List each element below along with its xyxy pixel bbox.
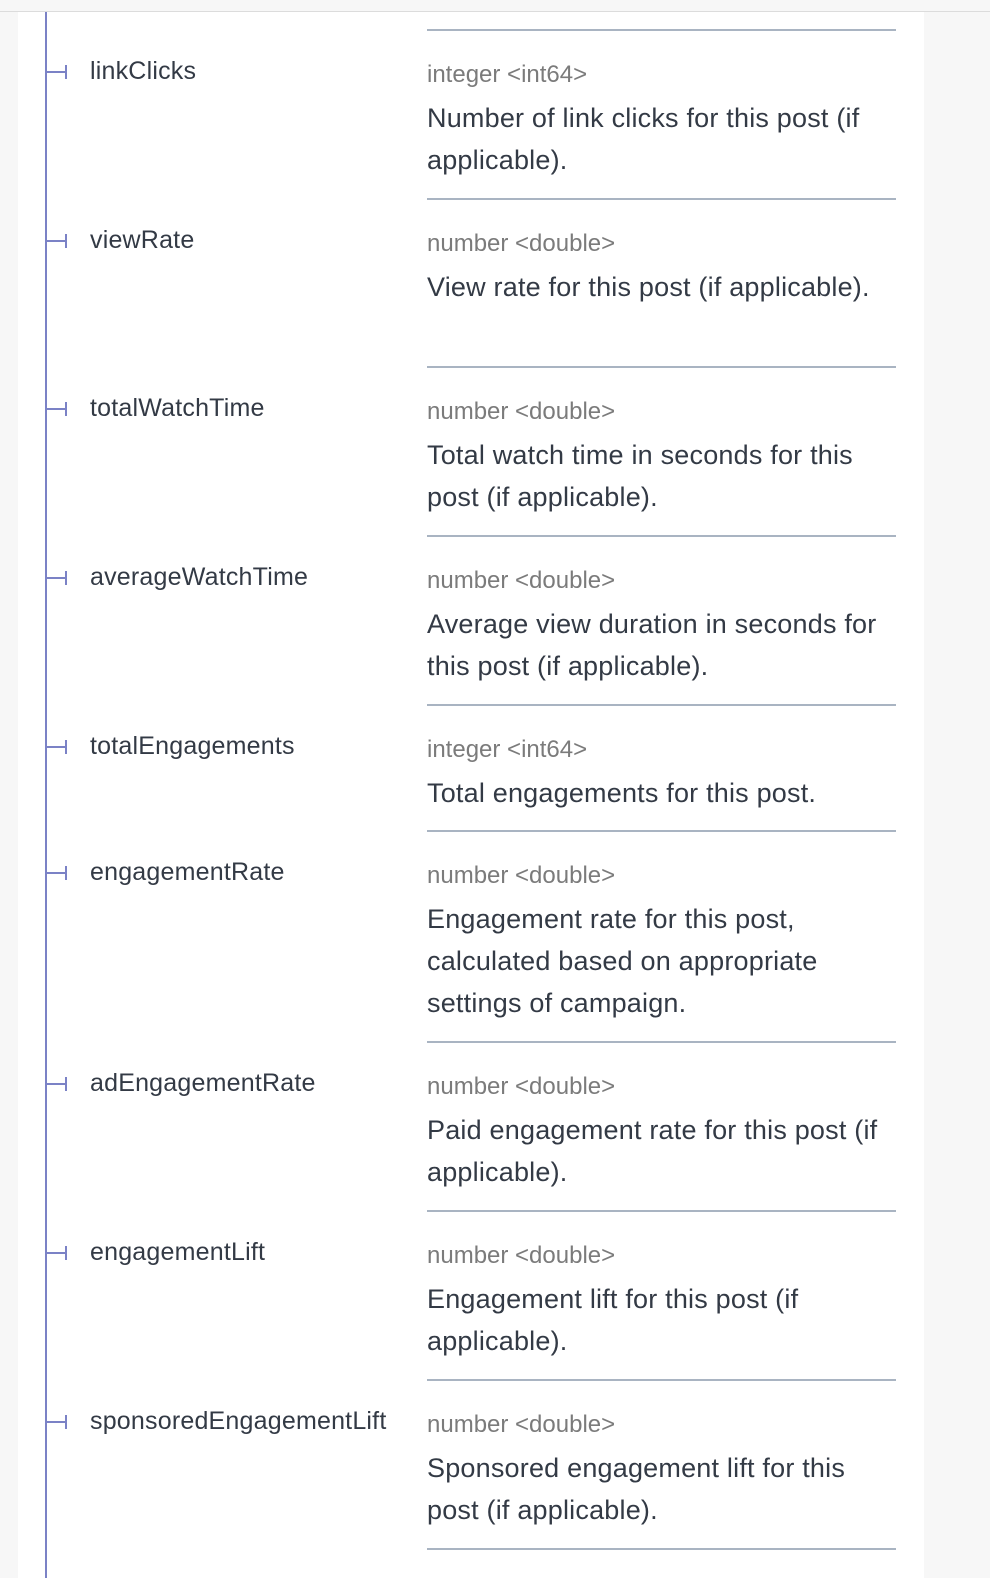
- property-name-cell: [0, 832, 427, 1041]
- property-name: viewRate: [90, 226, 195, 254]
- property-detail: [427, 31, 896, 198]
- property-detail: [427, 832, 896, 1041]
- property-row-totalEngagements: [90, 706, 896, 832]
- property-description: Paid engagement rate for this post (if applicable).: [427, 1115, 878, 1187]
- property-name: engagementLift: [90, 1238, 266, 1266]
- tree-connector-icon: [47, 577, 67, 579]
- property-row-sponsoredEngagementLift: [90, 1381, 896, 1550]
- property-name-cell: [0, 537, 427, 704]
- property-row-viewRate: [90, 200, 896, 368]
- property-name: engagementRate: [90, 858, 285, 886]
- property-name: linkClicks: [90, 57, 197, 85]
- property-type: integer <int64>: [427, 736, 588, 763]
- property-type: number <double>: [427, 567, 616, 594]
- property-name-cell: [0, 1043, 427, 1210]
- property-name-cell: [0, 31, 427, 198]
- property-name-cell: [0, 706, 427, 830]
- property-name: totalEngagements: [90, 732, 295, 760]
- property-type: integer <int64>: [427, 61, 588, 88]
- tree-connector-icon: [47, 746, 67, 748]
- tree-connector-icon: [47, 872, 67, 874]
- property-description: View rate for this post (if applicable).: [427, 272, 870, 302]
- property-type: number <double>: [427, 862, 616, 889]
- property-type: number <double>: [427, 1242, 616, 1269]
- property-detail: [427, 368, 896, 535]
- tree-connector-icon: [47, 1252, 67, 1254]
- tree-connector-icon: [47, 71, 67, 73]
- property-row-adEngagementRate: [90, 1043, 896, 1212]
- property-detail: [427, 1381, 896, 1548]
- property-detail: [427, 537, 896, 704]
- tree-connector-icon: [47, 408, 67, 410]
- property-name: totalWatchTime: [90, 394, 265, 422]
- tree-connector-icon: [47, 1421, 67, 1423]
- property-row-engagementLift: [90, 1212, 896, 1381]
- property-description: Total engagements for this post.: [427, 778, 817, 808]
- property-name-cell: [0, 200, 427, 366]
- property-detail: [427, 1212, 896, 1379]
- tree-connector-icon: [47, 1083, 67, 1085]
- property-detail: [427, 706, 816, 830]
- property-type: number <double>: [427, 230, 616, 257]
- property-name-cell: [0, 368, 427, 535]
- property-name: averageWatchTime: [90, 563, 309, 591]
- property-type: number <double>: [427, 1073, 616, 1100]
- property-name: sponsoredEngagementLift: [90, 1407, 387, 1435]
- property-detail: [427, 1043, 896, 1210]
- property-row-averageWatchTime: [90, 537, 896, 706]
- property-row-linkClicks: [90, 31, 896, 200]
- property-detail: [427, 200, 870, 366]
- property-type: number <double>: [427, 1411, 616, 1438]
- property-description: Engagement lift for this post (if applicable).: [427, 1284, 799, 1356]
- property-description: Sponsored engagement lift for this post (if applicable).: [427, 1453, 846, 1525]
- property-row-engagementRate: [90, 832, 896, 1043]
- property-name-cell: [0, 1381, 427, 1548]
- property-type: number <double>: [427, 398, 616, 425]
- property-list: [0, 31, 990, 1550]
- tree-connector-icon: [47, 240, 67, 242]
- property-description: Number of link clicks for this post (if applicable).: [427, 103, 860, 175]
- property-description: Average view duration in seconds for this post (if applicable).: [427, 609, 877, 681]
- property-name-cell: [0, 1212, 427, 1379]
- property-name: adEngagementRate: [90, 1069, 316, 1097]
- property-row-totalWatchTime: [90, 368, 896, 537]
- property-description: Total watch time in seconds for this post (if applicable).: [427, 440, 853, 512]
- property-description: Engagement rate for this post, calculated based on appropriate settings of campaign.: [427, 904, 818, 1018]
